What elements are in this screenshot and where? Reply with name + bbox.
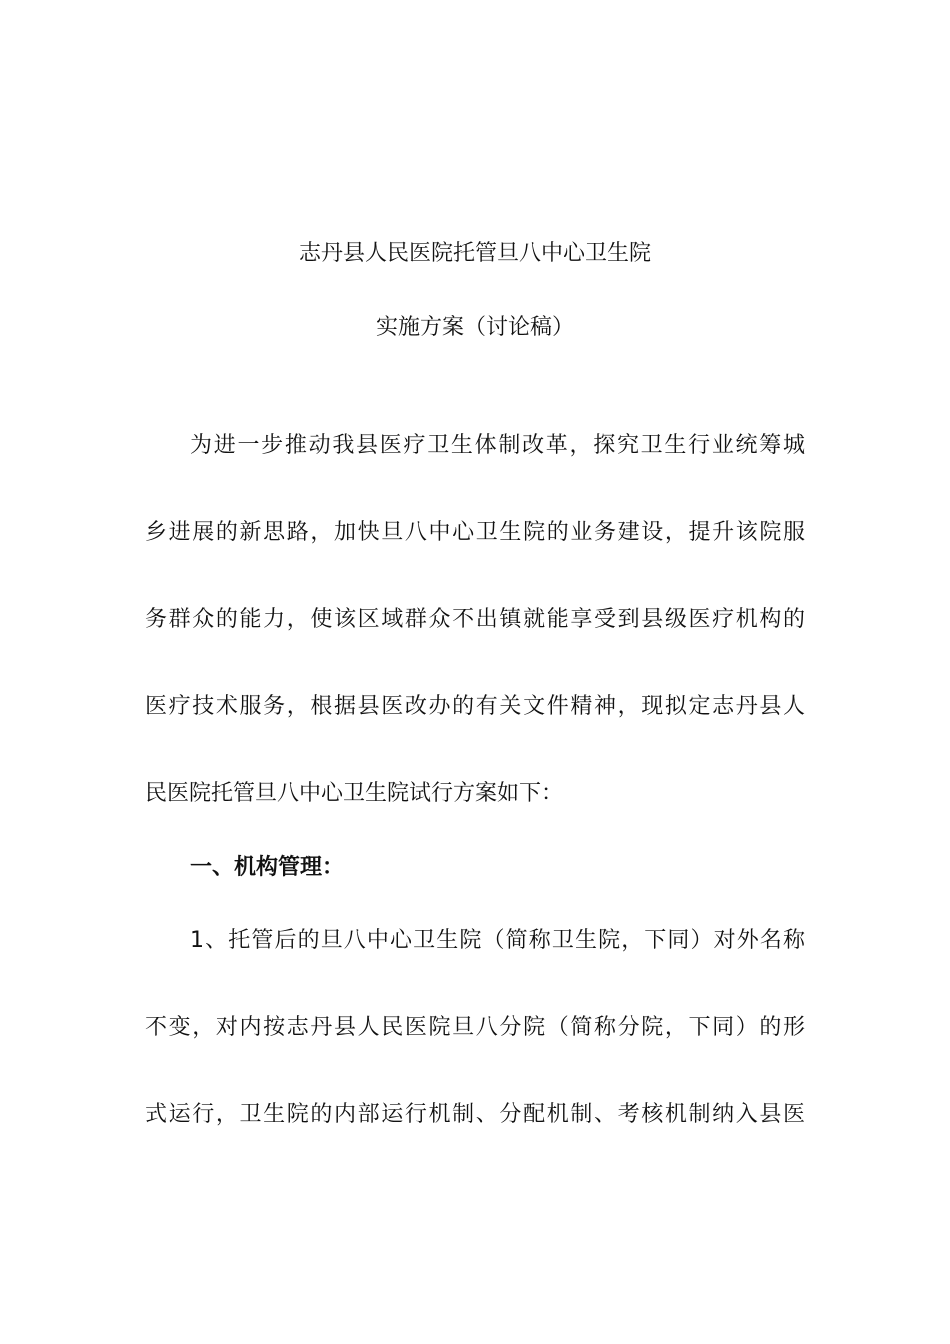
section-item-line: 式运行，卫生院的内部运行机制、分配机制、考核机制纳入县医 [145,1102,805,1127]
section-item-line: 1、托管后的旦八中心卫生院（简称卫生院，下同）对外名称 [190,928,805,953]
intro-paragraph-line: 为进一步推动我县医疗卫生体制改革，探究卫生行业统筹城 [190,433,805,458]
intro-paragraph-line: 民医院托管旦八中心卫生院试行方案如下： [145,781,564,806]
intro-paragraph-line: 乡进展的新思路，加快旦八中心卫生院的业务建设，提升该院服 [145,520,805,545]
intro-paragraph-line: 务群众的能力，使该区域群众不出镇就能享受到县级医疗机构的 [145,607,805,632]
section-heading: 一、机构管理： [190,855,345,880]
document-title-line-1: 志丹县人民医院托管旦八中心卫生院 [298,241,651,266]
section-item-line: 不变，对内按志丹县人民医院旦八分院（简称分院，下同）的形 [145,1015,805,1040]
intro-paragraph-line: 医疗技术服务，根据县医改办的有关文件精神，现拟定志丹县人 [145,694,805,719]
document-title-line-2: 实施方案（讨论稿） [375,315,574,340]
